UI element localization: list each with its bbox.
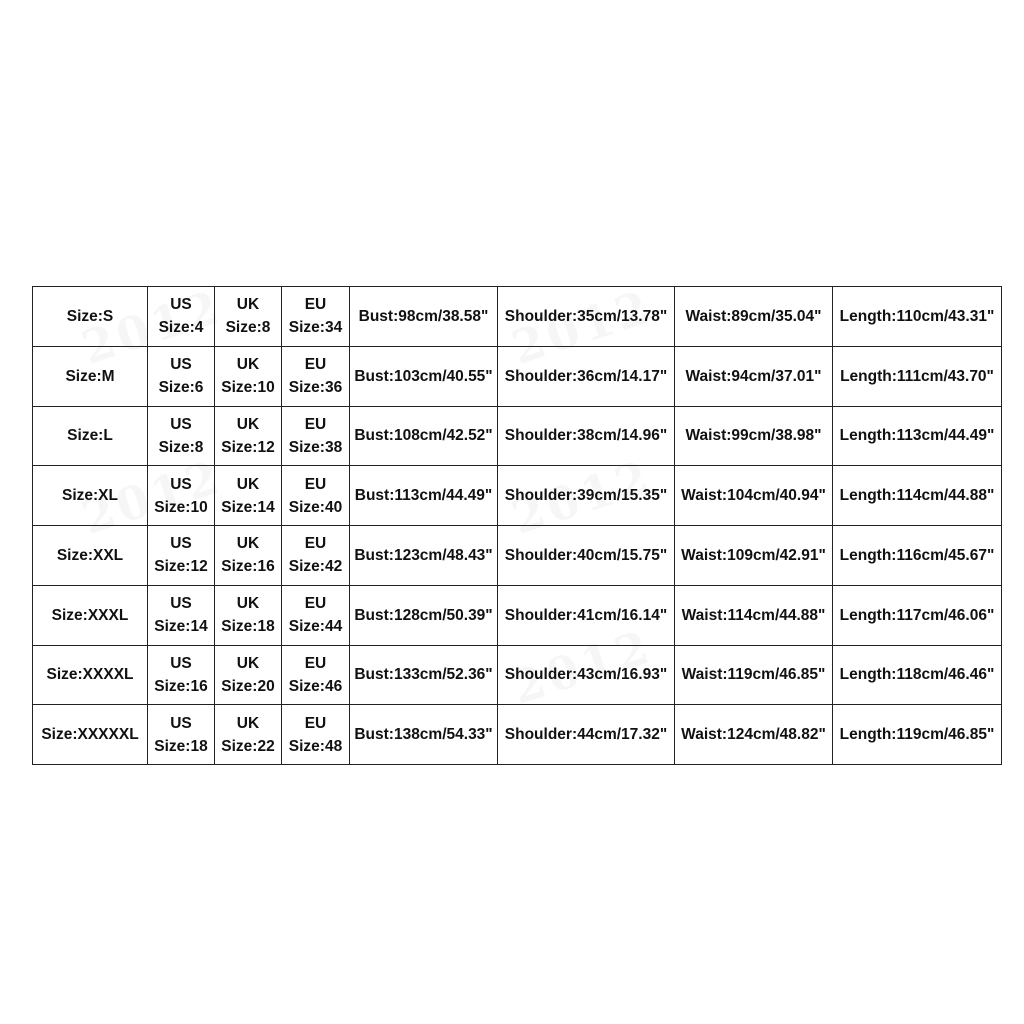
length-cell: Length:116cm/45.67" (833, 526, 1002, 586)
uk-size-cell (215, 705, 282, 765)
table-row (33, 585, 1002, 645)
waist-cell: Waist:104cm/40.94" (675, 466, 833, 526)
uk-size-cell-label: UK (236, 415, 260, 433)
us-size-cell-label: US (170, 415, 192, 433)
eu-size-cell (282, 466, 350, 526)
shoulder-cell: Shoulder:36cm/14.17" (498, 346, 675, 406)
waist-cell: Waist:99cm/38.98" (675, 406, 833, 466)
eu-size-cell-value: Size:40 (288, 498, 343, 516)
eu-size-cell (282, 287, 350, 347)
us-size-cell (148, 406, 215, 466)
size-cell: Size:XXXXL (33, 645, 148, 705)
us-size-cell-label: US (170, 475, 192, 493)
uk-size-cell (215, 346, 282, 406)
size-chart-table (32, 286, 1002, 765)
us-size-cell-value: Size:4 (158, 319, 204, 337)
eu-size-cell (282, 705, 350, 765)
eu-size-cell-value: Size:48 (288, 737, 343, 755)
length-cell: Length:118cm/46.46" (833, 645, 1002, 705)
size-cell: Size:XL (33, 466, 148, 526)
shoulder-cell: Shoulder:38cm/14.96" (498, 406, 675, 466)
waist-cell: Waist:89cm/35.04" (675, 287, 833, 347)
us-size-cell-value: Size:6 (158, 379, 204, 397)
bust-cell: Bust:98cm/38.58" (350, 287, 498, 347)
uk-size-cell-value: Size:14 (221, 498, 275, 516)
table-row (33, 406, 1002, 466)
uk-size-cell-label: UK (236, 535, 260, 553)
eu-size-cell (282, 526, 350, 586)
eu-size-cell-value: Size:36 (288, 379, 343, 397)
uk-size-cell-value: Size:8 (225, 319, 271, 337)
uk-size-cell-label: UK (236, 714, 260, 732)
waist-cell: Waist:94cm/37.01" (675, 346, 833, 406)
uk-size-cell-value: Size:22 (221, 737, 275, 755)
shoulder-cell: Shoulder:41cm/16.14" (498, 585, 675, 645)
us-size-cell-value: Size:10 (154, 498, 208, 516)
shoulder-cell: Shoulder:44cm/17.32" (498, 705, 675, 765)
us-size-cell-label: US (170, 714, 192, 732)
eu-size-cell-label: EU (304, 654, 327, 672)
uk-size-cell (215, 287, 282, 347)
uk-size-cell-value: Size:10 (221, 379, 275, 397)
bust-cell: Bust:103cm/40.55" (350, 346, 498, 406)
us-size-cell-label: US (170, 535, 192, 553)
uk-size-cell-value: Size:20 (221, 677, 275, 695)
length-cell: Length:110cm/43.31" (833, 287, 1002, 347)
waist-cell: Waist:124cm/48.82" (675, 705, 833, 765)
us-size-cell-value: Size:16 (154, 677, 208, 695)
eu-size-cell-value: Size:42 (288, 558, 343, 576)
eu-size-cell (282, 346, 350, 406)
us-size-cell (148, 645, 215, 705)
table-row (33, 287, 1002, 347)
size-cell: Size:S (33, 287, 148, 347)
length-cell: Length:111cm/43.70" (833, 346, 1002, 406)
size-chart-body (33, 287, 1002, 765)
eu-size-cell-value: Size:34 (288, 319, 343, 337)
uk-size-cell-value: Size:16 (221, 558, 275, 576)
table-row (33, 645, 1002, 705)
eu-size-cell-label: EU (304, 475, 327, 493)
bust-cell: Bust:123cm/48.43" (350, 526, 498, 586)
shoulder-cell: Shoulder:40cm/15.75" (498, 526, 675, 586)
uk-size-cell (215, 466, 282, 526)
eu-size-cell-value: Size:44 (288, 618, 343, 636)
uk-size-cell (215, 645, 282, 705)
us-size-cell-value: Size:12 (154, 558, 208, 576)
length-cell: Length:114cm/44.88" (833, 466, 1002, 526)
bust-cell: Bust:108cm/42.52" (350, 406, 498, 466)
eu-size-cell-label: EU (304, 714, 327, 732)
length-cell: Length:117cm/46.06" (833, 585, 1002, 645)
size-cell: Size:L (33, 406, 148, 466)
us-size-cell-label: US (170, 296, 192, 314)
uk-size-cell-label: UK (236, 595, 260, 613)
eu-size-cell-label: EU (304, 296, 327, 314)
uk-size-cell (215, 526, 282, 586)
eu-size-cell-value: Size:46 (288, 677, 343, 695)
shoulder-cell: Shoulder:39cm/15.35" (498, 466, 675, 526)
size-cell: Size:XXL (33, 526, 148, 586)
eu-size-cell-label: EU (304, 356, 327, 374)
table-row (33, 466, 1002, 526)
bust-cell: Bust:128cm/50.39" (350, 585, 498, 645)
bust-cell: Bust:113cm/44.49" (350, 466, 498, 526)
table-row (33, 346, 1002, 406)
eu-size-cell-label: EU (304, 415, 327, 433)
us-size-cell-value: Size:8 (158, 438, 204, 456)
uk-size-cell-label: UK (236, 654, 260, 672)
size-cell: Size:XXXL (33, 585, 148, 645)
us-size-cell-value: Size:14 (154, 618, 208, 636)
us-size-cell-label: US (170, 654, 192, 672)
us-size-cell-label: US (170, 356, 192, 374)
waist-cell: Waist:114cm/44.88" (675, 585, 833, 645)
uk-size-cell (215, 406, 282, 466)
us-size-cell-value: Size:18 (154, 737, 208, 755)
bust-cell: Bust:133cm/52.36" (350, 645, 498, 705)
shoulder-cell: Shoulder:35cm/13.78" (498, 287, 675, 347)
us-size-cell (148, 526, 215, 586)
length-cell: Length:119cm/46.85" (833, 705, 1002, 765)
size-cell: Size:XXXXXL (33, 705, 148, 765)
eu-size-cell-label: EU (304, 595, 327, 613)
us-size-cell-label: US (170, 595, 192, 613)
eu-size-cell (282, 645, 350, 705)
uk-size-cell-value: Size:12 (221, 438, 275, 456)
us-size-cell (148, 585, 215, 645)
bust-cell: Bust:138cm/54.33" (350, 705, 498, 765)
us-size-cell (148, 466, 215, 526)
uk-size-cell-label: UK (236, 296, 260, 314)
us-size-cell (148, 346, 215, 406)
uk-size-cell-value: Size:18 (221, 618, 275, 636)
uk-size-cell-label: UK (236, 356, 260, 374)
shoulder-cell: Shoulder:43cm/16.93" (498, 645, 675, 705)
size-cell: Size:M (33, 346, 148, 406)
length-cell: Length:113cm/44.49" (833, 406, 1002, 466)
eu-size-cell (282, 585, 350, 645)
waist-cell: Waist:109cm/42.91" (675, 526, 833, 586)
table-row (33, 705, 1002, 765)
uk-size-cell-label: UK (236, 475, 260, 493)
eu-size-cell-value: Size:38 (288, 438, 343, 456)
us-size-cell (148, 287, 215, 347)
eu-size-cell-label: EU (304, 535, 327, 553)
table-row (33, 526, 1002, 586)
uk-size-cell (215, 585, 282, 645)
us-size-cell (148, 705, 215, 765)
waist-cell: Waist:119cm/46.85" (675, 645, 833, 705)
eu-size-cell (282, 406, 350, 466)
